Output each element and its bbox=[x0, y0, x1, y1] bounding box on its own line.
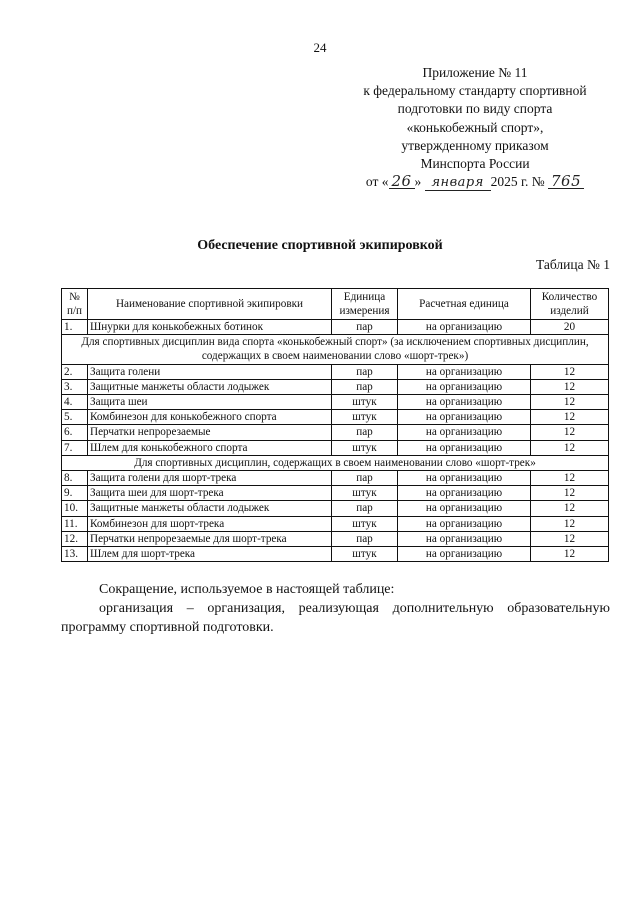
cell-calc: на организацию bbox=[398, 486, 531, 501]
cell-unit: штук bbox=[332, 395, 398, 410]
table-row bbox=[62, 471, 609, 486]
handwritten-order-number: 765 bbox=[548, 174, 584, 189]
cell-qty: 12 bbox=[531, 379, 609, 394]
cell-name: Защита шеи для шорт-трека bbox=[88, 486, 332, 501]
cell-calc: на организацию bbox=[398, 531, 531, 546]
cell-unit: пар bbox=[332, 425, 398, 440]
annex-line: подготовки по виду спорта bbox=[397, 101, 553, 117]
cell-num: 11. bbox=[62, 516, 88, 531]
table-row bbox=[62, 547, 609, 562]
cell-calc: на организацию bbox=[398, 410, 531, 425]
cell-qty: 12 bbox=[531, 486, 609, 501]
cell-num: 3. bbox=[62, 379, 88, 394]
equipment-table bbox=[61, 288, 609, 562]
cell-unit: пар bbox=[332, 471, 398, 486]
cell-qty: 12 bbox=[531, 425, 609, 440]
abbreviation-intro: Сокращение, используемое в настоящей таблице: bbox=[99, 582, 395, 597]
cell-name: Защитные манжеты области лодыжек bbox=[88, 501, 332, 516]
cell-num: 1. bbox=[62, 320, 88, 335]
cell-qty: 12 bbox=[531, 531, 609, 546]
cell-qty: 20 bbox=[531, 320, 609, 335]
page-number: 24 bbox=[313, 40, 327, 55]
cell-num: 9. bbox=[62, 486, 88, 501]
annex-line: Приложение № 11 bbox=[422, 65, 528, 80]
cell-name: Комбинезон для конькобежного спорта bbox=[88, 410, 332, 425]
cell-calc: на организацию bbox=[398, 364, 531, 379]
cell-calc: на организацию bbox=[398, 501, 531, 516]
cell-num: 4. bbox=[62, 395, 88, 410]
cell-unit: штук bbox=[332, 547, 398, 562]
cell-unit: штук bbox=[332, 440, 398, 455]
section1-rows bbox=[62, 364, 609, 455]
annex-line: утвержденному приказом bbox=[401, 137, 549, 153]
cell-name: Комбинезон для шорт-трека bbox=[88, 516, 332, 531]
section-header-row bbox=[62, 335, 609, 364]
header-num: № п/п bbox=[62, 289, 88, 320]
table-number: Таблица № 1 bbox=[536, 257, 610, 272]
cell-qty: 12 bbox=[531, 364, 609, 379]
abbreviation-definition: организация – организация, реализующая дополнительную образовательную программу спортивной подготовки. bbox=[61, 601, 610, 635]
section-heading: Для спортивных дисциплин вида спорта «конькобежный спорт» (за исключением спортивных дисциплин, содержащих в своем наименовании слово «шорт-трек») bbox=[62, 335, 609, 364]
cell-qty: 12 bbox=[531, 440, 609, 455]
cell-unit: штук bbox=[332, 516, 398, 531]
annex-line: «конькобежный спорт», bbox=[406, 119, 544, 135]
annex-header bbox=[330, 64, 620, 191]
cell-name: Шлем для шорт-трека bbox=[88, 547, 332, 562]
table-row bbox=[62, 379, 609, 394]
cell-calc: на организацию bbox=[398, 516, 531, 531]
cell-calc: на организацию bbox=[398, 395, 531, 410]
cell-num: 2. bbox=[62, 364, 88, 379]
section-header-row bbox=[62, 455, 609, 470]
cell-name: Перчатки непрорезаемые для шорт-трека bbox=[88, 531, 332, 546]
cell-qty: 12 bbox=[531, 501, 609, 516]
header-qty: Количество изделий bbox=[531, 289, 609, 320]
date-prefix: от « bbox=[365, 174, 389, 190]
cell-unit: штук bbox=[332, 410, 398, 425]
date-mid: » bbox=[414, 174, 422, 190]
footnote-block bbox=[61, 580, 610, 637]
table-row bbox=[62, 364, 609, 379]
cell-unit: пар bbox=[332, 379, 398, 394]
table-row bbox=[62, 425, 609, 440]
section2-rows bbox=[62, 471, 609, 562]
cell-num: 5. bbox=[62, 410, 88, 425]
cell-qty: 12 bbox=[531, 410, 609, 425]
cell-num: 7. bbox=[62, 440, 88, 455]
cell-name: Перчатки непрорезаемые bbox=[88, 425, 332, 440]
annex-line: к федеральному стандарту спортивной bbox=[363, 83, 587, 99]
table-row bbox=[62, 486, 609, 501]
table-row bbox=[62, 516, 609, 531]
cell-num: 6. bbox=[62, 425, 88, 440]
order-date-line bbox=[330, 173, 620, 191]
table-header-row bbox=[62, 289, 609, 320]
table-row bbox=[62, 531, 609, 546]
cell-num: 10. bbox=[62, 501, 88, 516]
cell-num: 13. bbox=[62, 547, 88, 562]
table-row bbox=[62, 395, 609, 410]
cell-qty: 12 bbox=[531, 395, 609, 410]
cell-calc: на организацию bbox=[398, 425, 531, 440]
cell-unit: штук bbox=[332, 486, 398, 501]
cell-name: Шлем для конькобежного спорта bbox=[88, 440, 332, 455]
handwritten-month: января bbox=[425, 176, 491, 191]
cell-calc: на организацию bbox=[398, 547, 531, 562]
cell-unit: пар bbox=[332, 531, 398, 546]
cell-unit: пар bbox=[332, 320, 398, 335]
cell-calc: на организацию bbox=[398, 471, 531, 486]
section-heading: Для спортивных дисциплин, содержащих в своем наименовании слово «шорт-трек» bbox=[62, 455, 609, 470]
cell-calc: на организацию bbox=[398, 379, 531, 394]
cell-unit: пар bbox=[332, 364, 398, 379]
table-row bbox=[62, 501, 609, 516]
cell-calc: на организацию bbox=[398, 440, 531, 455]
header-name: Наименование спортивной экипировки bbox=[88, 289, 332, 320]
cell-name: Защита шеи bbox=[88, 395, 332, 410]
cell-qty: 12 bbox=[531, 516, 609, 531]
cell-num: 8. bbox=[62, 471, 88, 486]
cell-name: Защита голени bbox=[88, 364, 332, 379]
cell-num: 12. bbox=[62, 531, 88, 546]
cell-calc: на организацию bbox=[398, 320, 531, 335]
table-row bbox=[62, 410, 609, 425]
table-row bbox=[62, 320, 609, 335]
cell-name: Защитные манжеты области лодыжек bbox=[88, 379, 332, 394]
header-unit: Единица измерения bbox=[332, 289, 398, 320]
date-year: 2025 г. № bbox=[490, 174, 545, 190]
cell-name: Защита голени для шорт-трека bbox=[88, 471, 332, 486]
cell-qty: 12 bbox=[531, 471, 609, 486]
table-row bbox=[62, 440, 609, 455]
document-title: Обеспечение спортивной экипировкой bbox=[197, 238, 443, 253]
annex-line: Минспорта России bbox=[420, 156, 530, 172]
cell-qty: 12 bbox=[531, 547, 609, 562]
cell-name: Шнурки для конькобежных ботинок bbox=[88, 320, 332, 335]
handwritten-day: 26 bbox=[389, 174, 415, 189]
header-calc: Расчетная единица bbox=[398, 289, 531, 320]
cell-unit: пар bbox=[332, 501, 398, 516]
